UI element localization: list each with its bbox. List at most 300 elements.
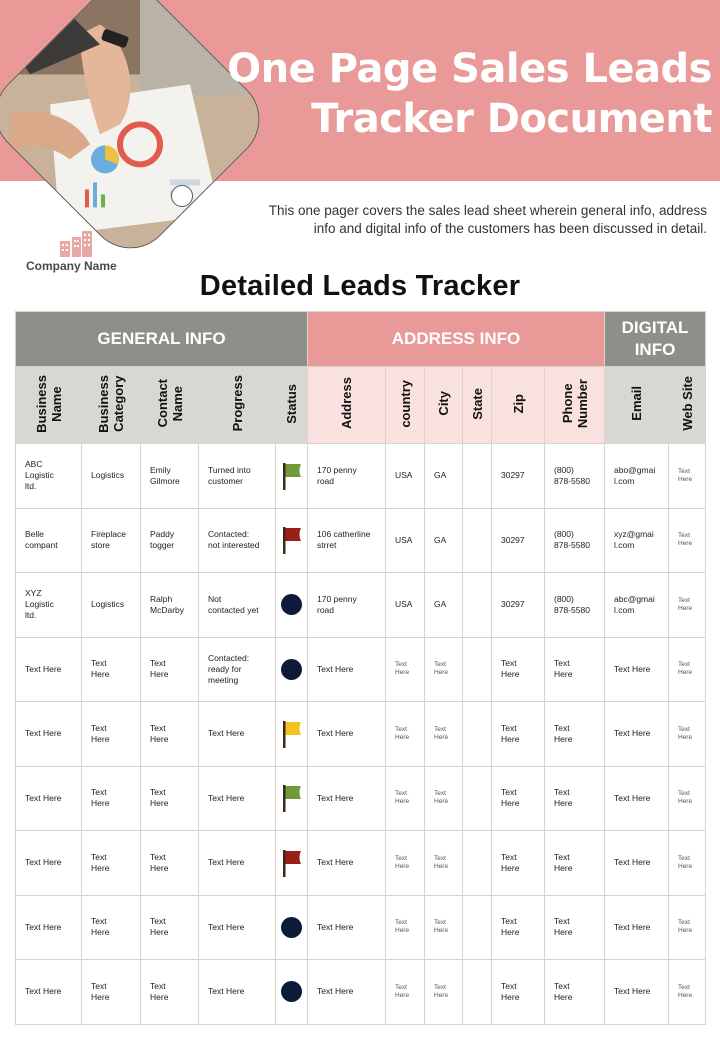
section-title-word: Tracker: [415, 270, 521, 302]
cell-business-name: [16, 766, 82, 831]
cell-text: xyz@gmai: [614, 529, 654, 540]
cell-text: Text: [501, 980, 517, 991]
cell-text: (800): [554, 529, 574, 540]
cell-website: [669, 895, 706, 960]
cell-text: Here: [501, 733, 520, 744]
group-address-info: ADDRESS INFO: [308, 312, 605, 367]
cell-text: Here: [678, 798, 693, 806]
status-flag-icon: [280, 461, 304, 491]
cell-text: Text Here: [25, 728, 62, 739]
cell-address: [308, 960, 386, 1025]
cell-country: [386, 895, 425, 960]
cell-text: 170 penny: [317, 593, 357, 604]
cell-website: [669, 831, 706, 896]
col-website: Web Site: [669, 367, 706, 444]
cell-website: [669, 960, 706, 1025]
cell-country: [386, 508, 425, 573]
cell-text: Text: [395, 790, 407, 798]
cell-text: USA: [395, 599, 413, 610]
cell-text: Text: [91, 916, 107, 927]
cell-text: Here: [91, 991, 110, 1002]
cell-text: Text Here: [317, 663, 354, 674]
status-flag-icon: [280, 525, 304, 555]
cell-text: 878-5580: [554, 540, 590, 551]
group-general-info: GENERAL INFO: [16, 312, 308, 367]
cell-text: Text Here: [25, 986, 62, 997]
cell-city: [425, 702, 463, 767]
cell-state: [463, 960, 492, 1025]
cell-text: strret: [317, 540, 337, 551]
cell-city: [425, 637, 463, 702]
cell-address: [308, 766, 386, 831]
cell-email: [605, 702, 669, 767]
cell-text: Text: [91, 980, 107, 991]
cell-city: [425, 960, 463, 1025]
cell-text: Text Here: [25, 921, 62, 932]
cell-business-category: [82, 895, 141, 960]
leads-table: [15, 311, 706, 1025]
cell-phone: [545, 702, 605, 767]
cell-text: Text: [434, 919, 446, 927]
cell-text: Text: [150, 787, 166, 798]
cell-business-category: [82, 637, 141, 702]
cell-text: Fireplace: [91, 529, 126, 540]
cell-text: 878-5580: [554, 475, 590, 486]
col-zip: Zip: [492, 367, 545, 444]
cell-business-category: [82, 444, 141, 509]
cell-status: [276, 637, 308, 702]
description: [217, 202, 707, 238]
cell-text: Here: [395, 927, 410, 935]
cell-text: Here: [150, 927, 169, 938]
cell-zip: [492, 573, 545, 638]
cell-country: [386, 444, 425, 509]
cell-text: Text: [678, 532, 690, 540]
cell-text: Here: [91, 862, 110, 873]
cell-status: [276, 573, 308, 638]
cell-text: Text: [395, 854, 407, 862]
cell-text: Text: [678, 661, 690, 669]
cell-text: ABC: [25, 459, 43, 470]
cell-business-category: [82, 573, 141, 638]
cell-text: Text: [678, 983, 690, 991]
col-address: Address: [308, 367, 386, 444]
cell-state: [463, 702, 492, 767]
cell-text: Here: [678, 733, 693, 741]
cell-text: Text: [395, 725, 407, 733]
cell-text: Text Here: [317, 792, 354, 803]
cell-text: XYZ: [25, 588, 42, 599]
cell-text: Here: [554, 862, 573, 873]
cell-text: 170 penny: [317, 464, 357, 475]
cell-text: 30297: [501, 599, 525, 610]
status-dot-icon: [281, 594, 302, 615]
cell-text: ltd.: [25, 610, 37, 621]
col-business-name: Business Name: [16, 367, 82, 444]
cell-text: Text Here: [317, 921, 354, 932]
cell-text: Text Here: [25, 857, 62, 868]
cell-address: [308, 444, 386, 509]
cell-text: Here: [501, 991, 520, 1002]
cell-text: Here: [150, 733, 169, 744]
cell-email: [605, 766, 669, 831]
cell-text: Here: [501, 798, 520, 809]
cell-zip: [492, 702, 545, 767]
col-city: City: [425, 367, 463, 444]
cell-text: Here: [554, 798, 573, 809]
cell-text: Gilmore: [150, 475, 180, 486]
cell-status: [276, 702, 308, 767]
cell-phone: [545, 960, 605, 1025]
cell-text: meeting: [208, 674, 239, 685]
cell-website: [669, 766, 706, 831]
cell-business-name: [16, 702, 82, 767]
cell-text: Here: [395, 862, 410, 870]
cell-business-name: [16, 895, 82, 960]
cell-text: Here: [678, 604, 693, 612]
cell-text: road: [317, 604, 335, 615]
cell-progress: [199, 508, 276, 573]
col-contact-name: Contact Name: [141, 367, 199, 444]
cell-text: ltd.: [25, 481, 37, 492]
cell-text: Text Here: [208, 986, 245, 997]
cell-text: Text: [678, 790, 690, 798]
cell-city: [425, 766, 463, 831]
table-row: [16, 831, 706, 896]
cell-text: Here: [91, 733, 110, 744]
cell-email: [605, 960, 669, 1025]
cell-zip: [492, 960, 545, 1025]
status-flag-icon: [280, 783, 304, 813]
cell-text: Text Here: [614, 921, 651, 932]
cell-text: l.com: [614, 540, 635, 551]
cell-text: Here: [434, 669, 449, 677]
cell-business-name: [16, 637, 82, 702]
cell-text: Text Here: [208, 792, 245, 803]
cell-text: Text: [554, 980, 570, 991]
cell-text: Here: [554, 733, 573, 744]
cell-text: Text: [91, 658, 107, 669]
table-row: [16, 573, 706, 638]
cell-text: Text: [678, 919, 690, 927]
company-name: Company Name: [26, 259, 117, 273]
cell-website: [669, 573, 706, 638]
cell-text: Text: [150, 851, 166, 862]
table-row: [16, 766, 706, 831]
cell-text: Here: [91, 798, 110, 809]
cell-text: Text: [554, 722, 570, 733]
group-digital-info: [605, 312, 706, 367]
cell-email: [605, 831, 669, 896]
cell-text: Contacted:: [208, 652, 250, 663]
cell-text: (800): [554, 593, 574, 604]
cell-contact-name: [141, 766, 199, 831]
cell-text: Text: [91, 851, 107, 862]
cell-text: Here: [150, 669, 169, 680]
cell-text: Here: [434, 733, 449, 741]
cell-status: [276, 831, 308, 896]
cell-website: [669, 637, 706, 702]
cell-state: [463, 766, 492, 831]
status-dot-icon: [281, 981, 302, 1002]
cell-text: customer: [208, 475, 243, 486]
cell-city: [425, 831, 463, 896]
cell-text: Here: [678, 669, 693, 677]
cell-phone: [545, 831, 605, 896]
col-progress: Progress: [199, 367, 276, 444]
section-title-word: Leads: [322, 270, 408, 302]
cell-state: [463, 637, 492, 702]
cell-country: [386, 766, 425, 831]
cell-business-name: [16, 960, 82, 1025]
cell-text: Text Here: [208, 921, 245, 932]
cell-text: Text: [150, 980, 166, 991]
cell-text: Here: [150, 798, 169, 809]
cell-phone: [545, 637, 605, 702]
cell-business-name: [16, 508, 82, 573]
cell-zip: [492, 508, 545, 573]
cell-text: (800): [554, 464, 574, 475]
cell-text: Text: [395, 919, 407, 927]
cell-address: [308, 508, 386, 573]
cell-status: [276, 766, 308, 831]
cell-phone: [545, 508, 605, 573]
cell-city: [425, 573, 463, 638]
title-line: Tracker Document: [311, 96, 712, 142]
col-state: State: [463, 367, 492, 444]
cell-text: togger: [150, 540, 175, 551]
cell-address: [308, 831, 386, 896]
cell-zip: [492, 895, 545, 960]
cell-city: [425, 444, 463, 509]
table-row: [16, 702, 706, 767]
cell-text: road: [317, 475, 335, 486]
section-title-word: Detailed: [199, 270, 315, 302]
cell-email: [605, 573, 669, 638]
cell-contact-name: [141, 702, 199, 767]
cell-text: Here: [434, 991, 449, 999]
cell-state: [463, 895, 492, 960]
cell-state: [463, 573, 492, 638]
cell-phone: [545, 573, 605, 638]
cell-phone: [545, 895, 605, 960]
cell-text: Here: [434, 927, 449, 935]
cell-text: Here: [501, 862, 520, 873]
cell-business-name: [16, 831, 82, 896]
buildings-icon: [58, 231, 94, 257]
cell-text: Text: [554, 851, 570, 862]
cell-text: Here: [434, 862, 449, 870]
description-line: info and digital info of the customers has been discussed in detail.: [313, 221, 707, 236]
cell-contact-name: [141, 831, 199, 896]
cell-text: Here: [678, 475, 693, 483]
cell-contact-name: [141, 960, 199, 1025]
cell-text: GA: [434, 599, 447, 610]
cell-text: Text: [395, 983, 407, 991]
cell-contact-name: [141, 444, 199, 509]
cell-text: Logistic: [25, 599, 54, 610]
cell-email: [605, 895, 669, 960]
cell-text: Here: [91, 927, 110, 938]
cell-website: [669, 508, 706, 573]
cell-text: Text: [150, 916, 166, 927]
cell-text: Ralph: [150, 593, 173, 604]
cell-progress: [199, 573, 276, 638]
table-row: [16, 895, 706, 960]
cell-text: Text: [91, 787, 107, 798]
col-phone-number: Phone Number: [545, 367, 605, 444]
cell-text: Logistic: [25, 470, 54, 481]
cell-contact-name: [141, 508, 199, 573]
cell-progress: [199, 960, 276, 1025]
cell-status: [276, 508, 308, 573]
cell-zip: [492, 831, 545, 896]
cell-text: Text Here: [317, 857, 354, 868]
cell-text: Text Here: [614, 663, 651, 674]
table-row: [16, 508, 706, 573]
cell-progress: [199, 831, 276, 896]
cell-text: ready for: [208, 663, 242, 674]
cell-contact-name: [141, 895, 199, 960]
cell-business-category: [82, 831, 141, 896]
cell-progress: [199, 637, 276, 702]
cell-text: Here: [395, 991, 410, 999]
cell-text: GA: [434, 534, 447, 545]
cell-text: Text Here: [614, 857, 651, 868]
cell-text: Here: [554, 669, 573, 680]
cell-text: store: [91, 540, 110, 551]
cell-text: Here: [554, 991, 573, 1002]
cell-text: Text Here: [208, 857, 245, 868]
cell-text: Text: [678, 596, 690, 604]
cell-email: [605, 637, 669, 702]
cell-text: Text Here: [614, 792, 651, 803]
cell-website: [669, 702, 706, 767]
cell-text: Here: [554, 927, 573, 938]
cell-text: GA: [434, 470, 447, 481]
cell-text: Text: [678, 854, 690, 862]
cell-text: Logistics: [91, 470, 125, 481]
cell-text: l.com: [614, 604, 635, 615]
cell-state: [463, 831, 492, 896]
cell-status: [276, 895, 308, 960]
cell-text: Text Here: [25, 792, 62, 803]
cell-text: Text Here: [25, 663, 62, 674]
cell-zip: [492, 637, 545, 702]
cell-text: Text: [501, 916, 517, 927]
cell-status: [276, 960, 308, 1025]
col-email: Email: [605, 367, 669, 444]
cell-contact-name: [141, 573, 199, 638]
cell-text: compant: [25, 540, 58, 551]
cell-country: [386, 573, 425, 638]
cell-zip: [492, 766, 545, 831]
cell-text: Contacted:: [208, 529, 250, 540]
cell-address: [308, 637, 386, 702]
cell-email: [605, 508, 669, 573]
cell-text: Text Here: [614, 986, 651, 997]
cell-text: Text: [501, 722, 517, 733]
cell-text: contacted yet: [208, 604, 259, 615]
cell-country: [386, 831, 425, 896]
cell-text: Text: [554, 916, 570, 927]
cell-text: Text: [91, 722, 107, 733]
cell-progress: [199, 766, 276, 831]
status-flag-icon: [280, 848, 304, 878]
cell-business-name: [16, 573, 82, 638]
status-dot-icon: [281, 659, 302, 680]
cell-business-name: [16, 444, 82, 509]
cell-status: [276, 444, 308, 509]
cell-text: 30297: [501, 534, 525, 545]
cell-text: Text: [150, 658, 166, 669]
cell-text: Turned into: [208, 464, 251, 475]
title-line: One Page Sales Leads: [227, 46, 712, 92]
cell-address: [308, 573, 386, 638]
cell-text: Text: [434, 725, 446, 733]
cell-text: Belle: [25, 529, 44, 540]
cell-text: Text: [678, 725, 690, 733]
cell-text: Text: [150, 722, 166, 733]
cell-text: Not: [208, 593, 222, 604]
cell-text: USA: [395, 470, 413, 481]
cell-text: Text: [434, 854, 446, 862]
cell-country: [386, 960, 425, 1025]
cell-country: [386, 637, 425, 702]
cell-text: Here: [395, 669, 410, 677]
cell-text: 878-5580: [554, 604, 590, 615]
cell-text: Text: [501, 851, 517, 862]
cell-text: Text: [554, 658, 570, 669]
cell-text: Logistics: [91, 599, 125, 610]
section-title: [0, 270, 720, 303]
cell-text: Here: [501, 927, 520, 938]
cell-city: [425, 895, 463, 960]
cell-address: [308, 702, 386, 767]
cell-address: [308, 895, 386, 960]
cell-text: 106 catherline: [317, 529, 371, 540]
cell-text: Here: [678, 927, 693, 935]
cell-business-category: [82, 766, 141, 831]
cell-text: Here: [91, 669, 110, 680]
cell-text: 30297: [501, 470, 525, 481]
cell-text: Text: [434, 661, 446, 669]
cell-text: Text: [501, 787, 517, 798]
cell-website: [669, 444, 706, 509]
cell-progress: [199, 702, 276, 767]
col-business-category: Business Category: [82, 367, 141, 444]
cell-phone: [545, 766, 605, 831]
cell-country: [386, 702, 425, 767]
table-row: [16, 444, 706, 509]
cell-progress: [199, 895, 276, 960]
cell-text: Text: [678, 467, 690, 475]
description-line: This one pager covers the sales lead sheet wherein general info, address: [268, 203, 707, 218]
cell-city: [425, 508, 463, 573]
cell-text: Text: [434, 790, 446, 798]
page-title: [192, 44, 712, 144]
cell-text: Here: [678, 540, 693, 548]
cell-text: abo@gmai: [614, 464, 656, 475]
cell-text: Here: [150, 991, 169, 1002]
cell-text: Text Here: [317, 728, 354, 739]
cell-text: Here: [434, 798, 449, 806]
group-digital-line: DIGITAL: [621, 318, 689, 337]
decorative-ring: [171, 185, 193, 207]
cell-text: McDarby: [150, 604, 185, 615]
cell-state: [463, 444, 492, 509]
cell-business-category: [82, 702, 141, 767]
